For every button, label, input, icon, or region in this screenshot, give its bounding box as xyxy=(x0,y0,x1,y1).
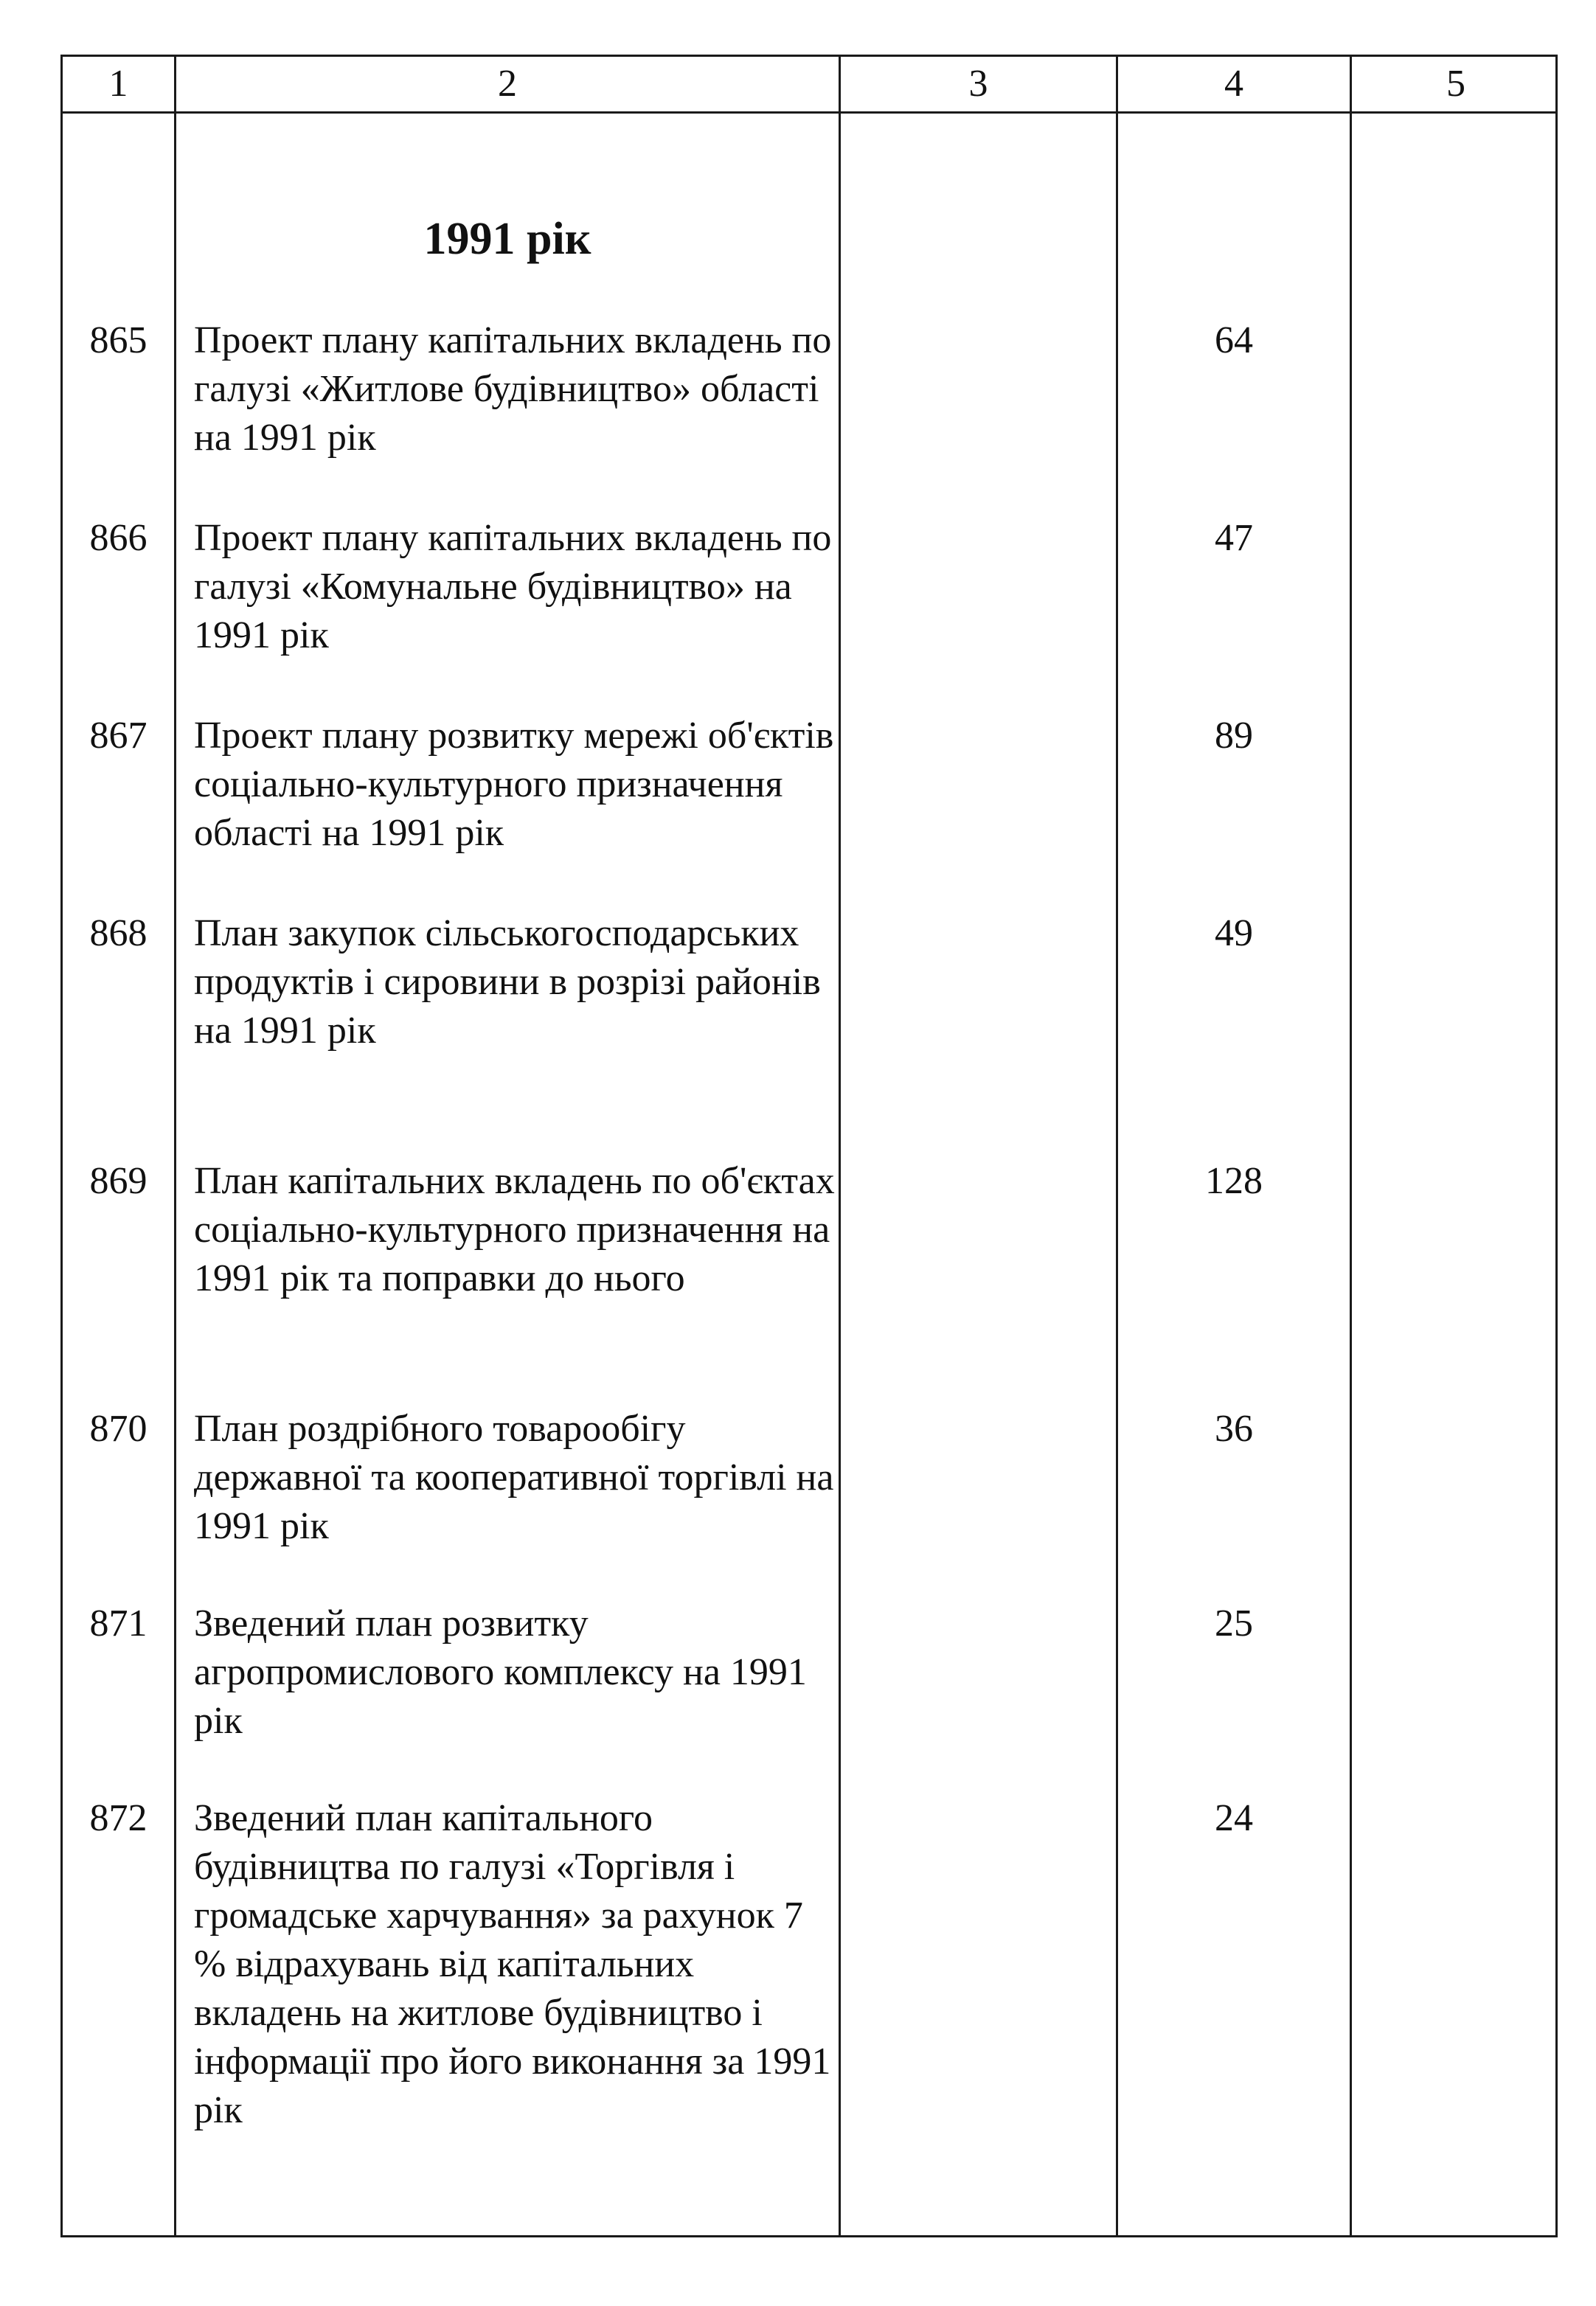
row-sheet-count: 47 xyxy=(1215,517,1253,559)
header-column-2: 2 xyxy=(498,63,517,105)
row-title: Проект плану розвитку мережі об'єктів соціально-культурного призначення області на 1991 рік xyxy=(194,715,834,854)
column-divider-3 xyxy=(1116,57,1118,2235)
row-title: План капітальних вкладень по об'єктах соціально-культурного призначення на 1991 рік та поправки до нього xyxy=(194,1160,835,1299)
row-title: Зведений план розвитку агропромислового комплексу на 1991 рік xyxy=(194,1602,807,1742)
row-number: 869 xyxy=(89,1160,148,1202)
column-divider-4 xyxy=(1350,57,1352,2235)
row-sheet-count: 36 xyxy=(1215,1408,1253,1450)
header-column-1: 1 xyxy=(108,63,128,105)
row-number: 865 xyxy=(89,319,148,361)
row-title: План закупок сільськогосподарських продуктів і сировини в розрізі районів на 1991 рік xyxy=(194,912,821,1052)
row-sheet-count: 89 xyxy=(1215,715,1253,757)
column-divider-2 xyxy=(839,57,841,2235)
row-number: 870 xyxy=(89,1408,148,1450)
header-divider xyxy=(63,111,1555,114)
row-sheet-count: 24 xyxy=(1215,1797,1253,1839)
register-table xyxy=(60,55,1558,2237)
column-divider-1 xyxy=(174,57,176,2235)
row-title: Проект плану капітальних вкладень по галузі «Житлове будівництво» області на 1991 рік xyxy=(194,319,832,459)
row-sheet-count: 49 xyxy=(1215,912,1253,954)
row-sheet-count: 64 xyxy=(1215,319,1253,361)
header-column-4: 4 xyxy=(1224,63,1243,105)
row-number: 868 xyxy=(89,912,148,954)
row-title: Зведений план капітального будівництва по галузі «Торгівля і громадське харчування» за рахунок 7 % відрахувань від капітальних вкладень на житлове будівництво і інформації про його виконання за 1991 рік xyxy=(194,1797,831,2131)
header-column-3: 3 xyxy=(968,63,988,105)
row-sheet-count: 25 xyxy=(1215,1602,1253,1645)
row-number: 872 xyxy=(89,1797,148,1839)
row-number: 867 xyxy=(89,715,148,757)
header-column-5: 5 xyxy=(1446,63,1465,105)
row-sheet-count: 128 xyxy=(1205,1160,1263,1202)
row-number: 871 xyxy=(89,1602,148,1645)
row-title: Проект плану капітальних вкладень по галузі «Комунальне будівництво» на 1991 рік xyxy=(194,517,832,656)
row-number: 866 xyxy=(89,517,148,559)
row-title: План роздрібного товарообігу державної та кооперативної торгівлі на 1991 рік xyxy=(194,1408,834,1547)
section-title: 1991 рік xyxy=(423,214,591,264)
